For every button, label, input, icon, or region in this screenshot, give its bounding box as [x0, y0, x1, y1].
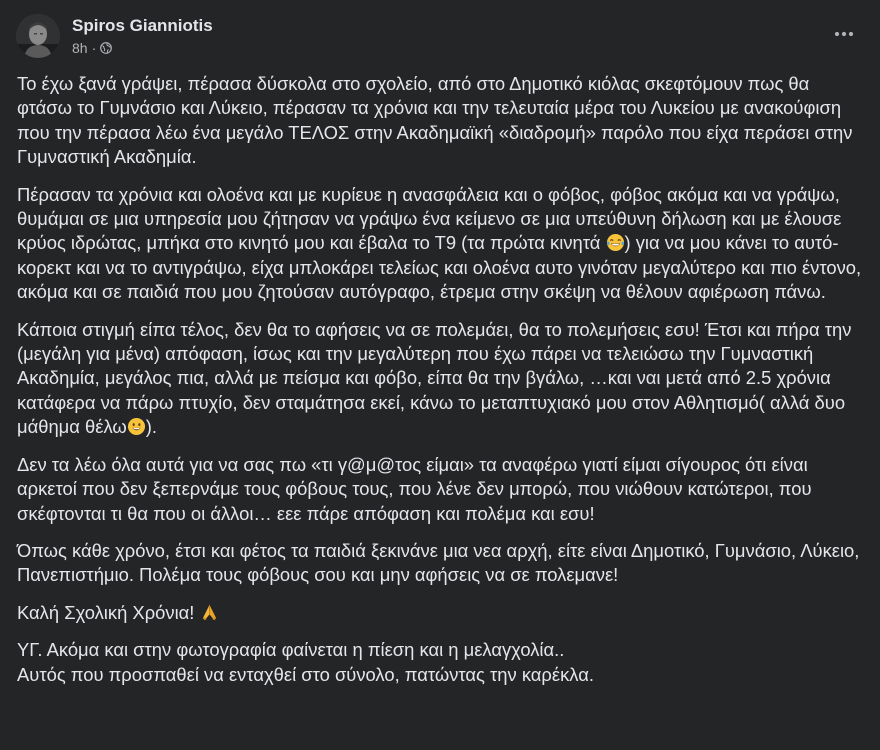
post-paragraph-3 [17, 318, 863, 440]
folded-hands-emoji [200, 603, 219, 622]
paragraph-text: ). [145, 416, 157, 438]
post-header [16, 10, 213, 62]
post-paragraph-2 [17, 183, 863, 305]
profile-avatar[interactable] [16, 14, 60, 58]
postscript-line-2: Αυτός που προσπαθεί να ενταχθεί στο σύνολο, πατώντας την καρέκλα. [17, 663, 594, 685]
post-paragraph-1: Το έχω ξανά γράψει, πέρασα δύσκολα στο σχολείο, από στο Δημοτικό κιόλας σκεφτόμουν πως θα φτάσω το Γυμνάσιο και Λύκειο, πέρασαν τα χρόνια και την τελευταία μέρα του Λυκείου με ανακούφιση που την πέρασα λέω ένα μεγάλο ΤΕΛΟΣ στην Ακαδημαϊκή «διαδρομή» παρόλο που είχα περάσει στην Γυμναστική Ακαδημία. [17, 73, 853, 168]
post-body [17, 72, 863, 687]
paragraph-text: Καλή Σχολική Χρόνια! [17, 601, 200, 623]
globe-icon[interactable] [100, 42, 112, 54]
paragraph-text: Κάποια στιγμή είπα τέλος, δεν θα το αφήσεις να σε πολεμάει, θα το πολεμήσεις εσυ! Έτσι και πήρα την (μεγάλη για μένα) απόφαση, ίσως και την μεγαλύτερη που έχω πάρει να τελειώσω την Γυμναστική Ακαδημία, μεγάλος πια, αλλά με πείσμα και φόβο, είπα θα την βγάλω, …και ναι μετά από 2.5 χρόνια κατάφερα να πάρω πτυχίο, δεν σταμάτησα εκεί, κάνω το μεταπτυχιακό μου στον Αθλητισμό( αλλά δυο μάθημα θέλω [17, 318, 852, 438]
post-paragraph-4: Δεν τα λέω όλα αυτά για να σας πω «τι γ@μ@τος είμαι» τα αναφέρω γιατί είμαι σίγουρος ότι είναι αρκετοί που δεν ξεπερνάμε τους φόβους τους, που λένε δεν μπορώ, που νιώθουν κατώτεροι, που σκέφτονται τι θα που οι άλλοι… εεε πάρε απόφαση και πολέμα και εσυ! [17, 453, 812, 524]
paragraph-text: Πέρασαν τα χρόνια και ολοένα και με κυρίευε η ανασφάλεια και ο φόβος, φόβος ακόμα και να γράψω, θυμάμαι σε μια υπηρεσία μου ζήτησαν να γράψω ένα κείμενο σε μια υπεύθυνη δήλωση και με έλουσε κρύος ιδρώτας, μπήκα στο κινητό μου και έβαλα το Τ9 (τα πρώτα κινητά [17, 183, 842, 254]
smiling-emoji [127, 417, 146, 436]
post-paragraph-5: Όπως κάθε χρόνο, έτσι και φέτος τα παιδιά ξεκινάνε μια νεα αρχή, είτε είναι Δημοτικό, Γυμνάσιο, Λύκειο, Πανεπιστήμιο. Πολέμα τους φόβους σου και μην αφήσεις να σε πολεμανε! [17, 539, 860, 586]
postscript-line-1: ΥΓ. Ακόμα και στην φωτογραφία φαίνεται η πίεση και η μελαγχολία.. [17, 639, 565, 661]
author-name[interactable]: Spiros Gianniotis [72, 16, 213, 35]
post-paragraph-7 [17, 638, 863, 687]
post-timestamp[interactable]: 8h [72, 40, 88, 56]
paragraph-text: ) για να μου κάνει το αυτό-κορεκτ και να το αντιγράψω, είχα μπλοκάρει τελείως και ολοένα αυτο γινόταν μεγαλύτερο και πιο έντονο, ακόμα και σε παιδιά που μου ζητούσαν αυτόγραφο, έτρεμα στην σκέψη να θέλουν αφιέρωση πάνω. [17, 232, 862, 303]
meta-separator: · [91, 40, 97, 56]
tears-of-joy-emoji [606, 233, 625, 252]
post-paragraph-6 [17, 601, 863, 625]
post-options-button[interactable] [826, 20, 862, 48]
more-horizontal-icon [834, 31, 854, 37]
post-meta [72, 15, 213, 57]
post-subline [72, 39, 213, 57]
